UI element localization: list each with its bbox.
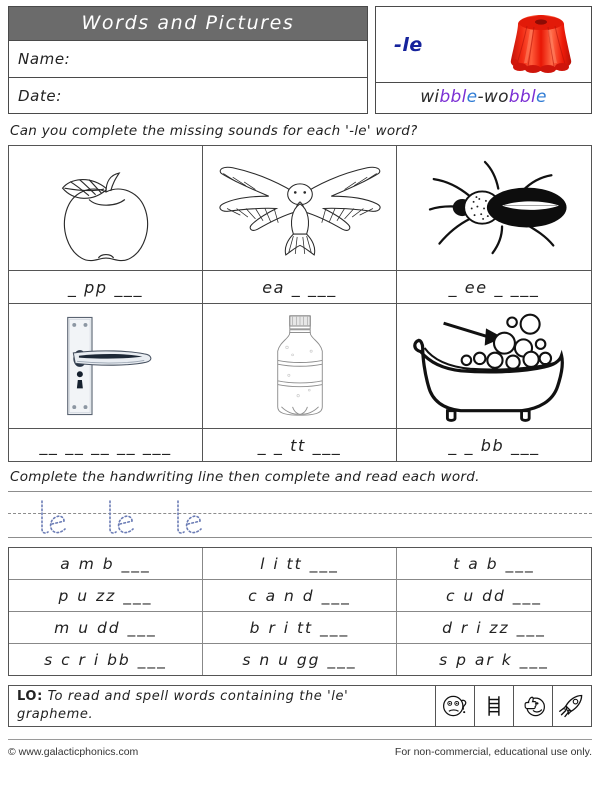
- trace-letter-le-1: [34, 499, 72, 537]
- table-row: [9, 644, 591, 675]
- grapheme-top: [376, 7, 591, 82]
- jelly-image: [505, 10, 577, 76]
- trace-letter-le-3: [170, 499, 208, 537]
- grapheme-box: [375, 6, 592, 114]
- handwriting-bottom-rule: [8, 537, 592, 538]
- eagle-image: [203, 146, 397, 270]
- learning-objective-text: [9, 686, 435, 726]
- mnemonic-word: [376, 82, 591, 113]
- handwriting-top-rule: [8, 491, 592, 492]
- answer-cell-bubble[interactable]: _ _ bb ___: [448, 435, 540, 455]
- date-field-row[interactable]: [9, 77, 367, 113]
- answer-cell-beetle[interactable]: _ ee _ ___: [448, 277, 540, 297]
- page-footer: [8, 740, 592, 758]
- word-cell-r1c2[interactable]: l i tt ___: [203, 548, 397, 579]
- table-row: [9, 580, 591, 612]
- picture-task-instruction: Can you complete the missing sounds for each '-le' word?: [10, 123, 418, 139]
- picture-grid: [8, 145, 592, 462]
- table-row: [9, 548, 591, 580]
- mnemonic-part-1: wi: [420, 87, 440, 107]
- word-cell-r1c1[interactable]: a m b ___: [9, 548, 203, 579]
- word-cell-r1c3[interactable]: t a b ___: [453, 554, 535, 573]
- handwriting-task-instruction: Complete the handwriting line then complete and read each word.: [10, 469, 480, 485]
- page-title: Words and Pictures: [9, 7, 367, 41]
- table-row: [9, 612, 591, 644]
- bottle-image: [203, 304, 397, 428]
- word-cell-r3c3[interactable]: d r i zz ___: [442, 618, 546, 637]
- grapheme-label: -le: [394, 33, 423, 56]
- handwriting-trace-glyphs: [34, 499, 208, 537]
- trace-letter-le-2: [102, 499, 140, 537]
- picture-row-2: [9, 303, 591, 428]
- answer-cell-bottle[interactable]: _ _ tt ___: [203, 429, 397, 461]
- name-date-box: [8, 6, 368, 114]
- mnemonic-part-4: e: [466, 87, 478, 107]
- word-cell-r2c2[interactable]: c a n d ___: [203, 580, 397, 611]
- word-cell-r2c1[interactable]: p u zz ___: [9, 580, 203, 611]
- word-cell-r4c2[interactable]: s n u gg ___: [203, 644, 397, 675]
- mnemonic-part-3: l: [461, 87, 467, 107]
- bubble-image: [397, 304, 591, 428]
- lo-prefix: LO:: [17, 689, 43, 705]
- word-cell-r3c1[interactable]: m u dd ___: [9, 612, 203, 643]
- name-field-row[interactable]: [9, 41, 367, 77]
- answer-cell-eagle[interactable]: ea _ ___: [203, 271, 397, 303]
- learning-objective-bar: [8, 685, 592, 727]
- thinking-face-icon[interactable]: [435, 686, 474, 726]
- mnemonic-part-6: wo: [483, 87, 509, 107]
- footer-copyright[interactable]: © www.galacticphonics.com: [8, 746, 139, 758]
- word-cell-r2c3[interactable]: c u dd ___: [445, 586, 543, 605]
- mnemonic-part-8: l: [530, 87, 536, 107]
- word-cell-r3c2[interactable]: b r i tt ___: [203, 612, 397, 643]
- date-label: Date:: [18, 86, 62, 105]
- handwriting-practice-line[interactable]: [8, 491, 592, 539]
- footer-usage: For non-commercial, educational use only.: [394, 746, 592, 758]
- mnemonic-part-2: bb: [439, 87, 462, 107]
- name-label: Name:: [18, 50, 71, 68]
- ladder-icon[interactable]: [474, 686, 513, 726]
- handle-image: [9, 304, 203, 428]
- mnemonic-part-5: -: [477, 87, 484, 107]
- answer-cell-handle[interactable]: __ __ __ __ ___: [9, 429, 203, 461]
- word-completion-table: [8, 547, 592, 676]
- answer-cell-apple[interactable]: _ pp ___: [9, 271, 203, 303]
- lo-body: To read and spell words containing the 'le' grapheme.: [17, 689, 349, 722]
- worksheet-header: [8, 6, 592, 114]
- thumbs-up-face-icon[interactable]: [513, 686, 552, 726]
- picture-row-1: [9, 146, 591, 270]
- answer-row-2: [9, 428, 591, 461]
- apple-image: [9, 146, 203, 270]
- answer-row-1: [9, 270, 591, 303]
- beetle-image: [397, 146, 591, 270]
- word-cell-r4c1[interactable]: s c r i bb ___: [9, 644, 203, 675]
- rocket-icon[interactable]: [552, 686, 591, 726]
- word-cell-r4c3[interactable]: s p ar k ___: [439, 650, 549, 669]
- mnemonic-part-9: e: [536, 87, 547, 107]
- mnemonic-part-7: bb: [508, 87, 531, 107]
